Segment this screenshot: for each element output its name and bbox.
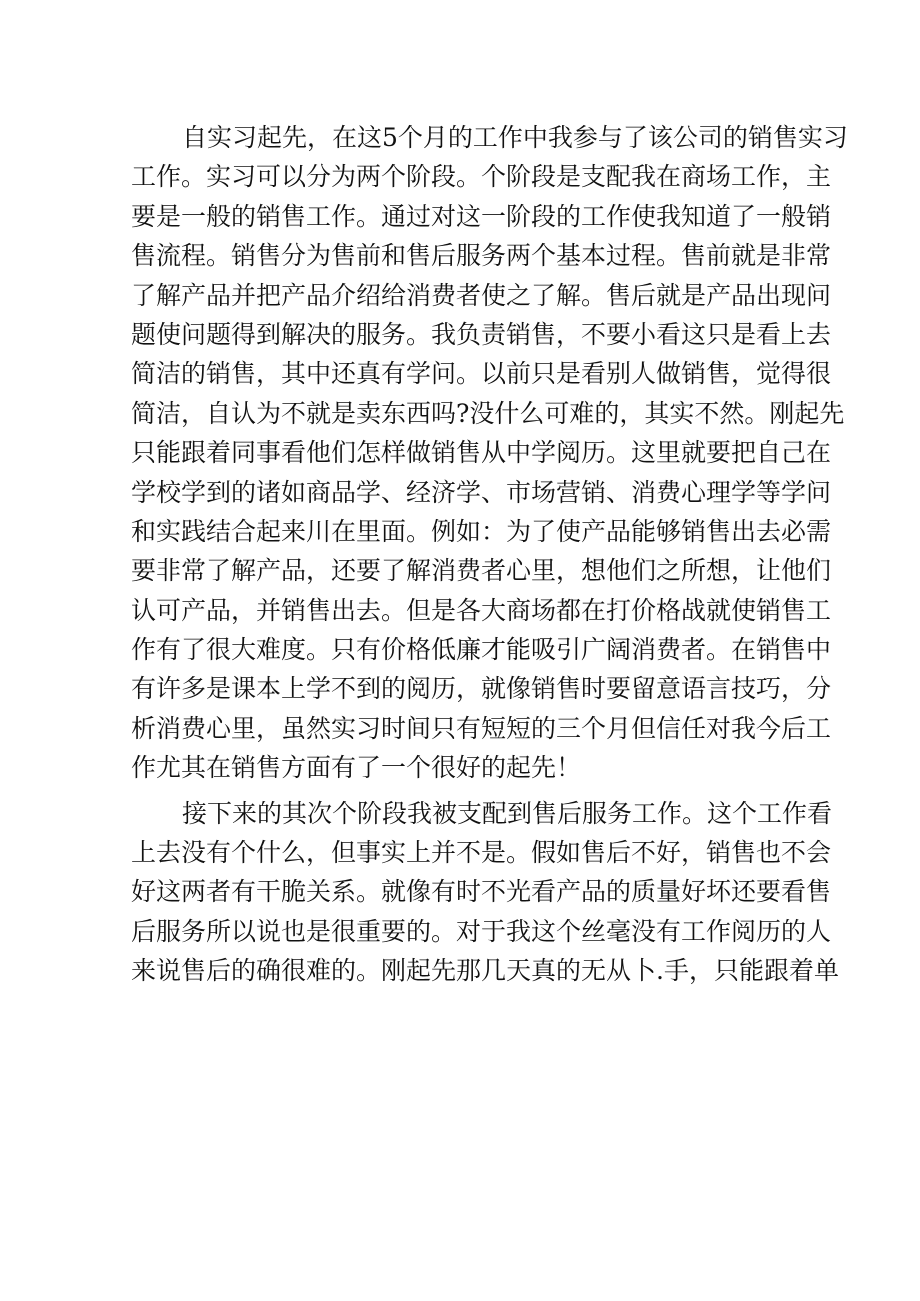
text-line: 简洁，自认为不就是卖东西吗?没什么可难的，其实不然。刚起先 <box>131 398 845 428</box>
text-line: 只能跟着同事看他们怎样做销售从中学阅历。这里就要把自己在 <box>131 438 832 468</box>
document-body <box>131 118 848 991</box>
text-line: 工作。实习可以分为两个阶段。个阶段是支配我在商场工作，主 <box>131 162 832 192</box>
text-line: 自实习起先，在这5个月的工作中我参与了该公司的销售实习 <box>182 123 848 152</box>
text-line: 要是一般的销售工作。通过对这一阶段的工作使我知道了一般销 <box>131 201 832 231</box>
text-line: 简洁的销售，其中还真有学问。以前只是看别人做销售，觉得很 <box>131 359 832 389</box>
paragraph-1 <box>131 118 848 788</box>
text-line: 认可产品，并销售出去。但是各大商场都在打价格战就使销售工 <box>131 595 832 625</box>
text-line: 了解产品并把产品介绍给消费者使之了解。售后就是产品出现问 <box>131 280 832 310</box>
paragraph-2 <box>131 794 839 991</box>
text-line: 好这两者有干脆关系。就像有时不光看产品的质量好坏还要看售 <box>131 877 832 907</box>
text-line: 有许多是课本上学不到的阅历，就像销售时要留意语言技巧，分 <box>131 674 832 704</box>
text-line: 学校学到的诸如商品学、经济学、市场营销、消费心理学等学问 <box>131 477 832 507</box>
text-line: 题使问题得到解决的服务。我负责销售，不要小看这只是看上去 <box>131 319 832 349</box>
text-line: 作尤其在销售方面有了一个很好的起先！ <box>131 753 582 783</box>
text-line: 售流程。销售分为售前和售后服务两个基本过程。售前就是非常 <box>131 241 832 271</box>
text-line: 析消费心里，虽然实习时间只有短短的三个月但信任对我今后工 <box>131 713 832 743</box>
text-line: 和实践结合起来川在里面。例如：为了使产品能够销售出去必需 <box>131 516 832 546</box>
text-line: 上去没有个什么，但事实上并不是。假如售后不好，销售也不会 <box>131 838 832 868</box>
text-line: 作有了很大难度。只有价格低廉才能吸引广阔消费者。在销售中 <box>131 635 832 665</box>
text-line: 来说售后的确很难的。刚起先那几天真的无从卜.手，只能跟着单 <box>131 956 839 986</box>
text-line: 要非常了解产品，还要了解消费者心里，想他们之所想，让他们 <box>131 556 832 586</box>
text-line: 接下来的其次个阶段我被支配到售后服务工作。这个工作看 <box>182 798 833 828</box>
text-line: 后服务所以说也是很重要的。对于我这个丝毫没有工作阅历的人 <box>131 916 832 946</box>
